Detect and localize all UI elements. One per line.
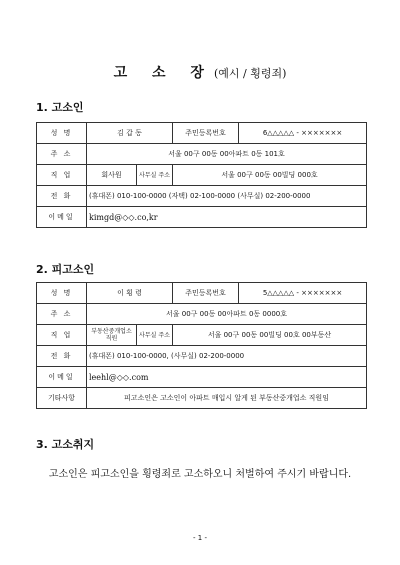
accused-office-address: 서울 00구 00동 00빌딩 00호 00부동산 — [173, 325, 367, 346]
table-row — [37, 207, 367, 228]
complainant-job: 회사원 — [87, 165, 137, 186]
label-email: 이메일 — [37, 207, 87, 228]
table-row — [37, 123, 367, 144]
label-address: 주 소 — [37, 144, 87, 165]
label-office-address: 사무실 주소 — [137, 165, 173, 186]
complainant-email: kimgd@◇◇.co,kr — [87, 207, 367, 228]
accused-rrn: 5△△△△△ - ××××××× — [239, 283, 367, 304]
table-row — [37, 325, 367, 346]
label-name: 성 명 — [37, 283, 87, 304]
table-row — [37, 388, 367, 409]
accused-address: 서울 00구 00동 00아파트 0동 0000호 — [87, 304, 367, 325]
accused-etc: 피고소인은 고소인이 아파트 매입시 알게 된 부동산중개업소 직원임 — [87, 388, 367, 409]
label-phone: 전 화 — [37, 186, 87, 207]
label-rrn: 주민등록번호 — [173, 283, 239, 304]
section-heading-purpose: 3. 고소취지 — [36, 438, 95, 451]
label-address: 주 소 — [37, 304, 87, 325]
label-office-address: 사무실 주소 — [137, 325, 173, 346]
table-row — [37, 304, 367, 325]
label-email: 이메일 — [37, 367, 87, 388]
label-phone: 전 화 — [37, 346, 87, 367]
section-heading-complainant: 1. 고소인 — [36, 101, 84, 114]
accused-email: leehl@◇◇.com — [87, 367, 367, 388]
label-job: 직 업 — [37, 325, 87, 346]
complainant-address: 서울 00구 00동 00아파트 0동 101호 — [87, 144, 367, 165]
page-number: - 1 - — [193, 534, 207, 542]
document-subtitle: (예시 / 횡령죄) — [213, 67, 287, 80]
table-row — [37, 283, 367, 304]
table-row — [37, 186, 367, 207]
label-name: 성 명 — [37, 123, 87, 144]
complaint-purpose-text: 고소인은 피고소인을 횡령죄로 고소하오니 처벌하여 주시기 바랍니다. — [48, 469, 352, 480]
table-row — [37, 144, 367, 165]
complainant-name: 김 갑 동 — [87, 123, 173, 144]
document-title: 고 소 장 — [113, 65, 214, 81]
complainant-phone: (휴대폰) 010-100-0000 (자택) 02-100-0000 (사무실) 02-200-0000 — [87, 186, 367, 207]
label-rrn: 주민등록번호 — [173, 123, 239, 144]
table-row — [37, 367, 367, 388]
label-job: 직 업 — [37, 165, 87, 186]
label-etc: 기타사항 — [37, 388, 87, 409]
accused-name: 이 횡 령 — [87, 283, 173, 304]
page-title — [0, 62, 400, 82]
complainant-rrn: 6△△△△△ - ××××××× — [239, 123, 367, 144]
table-row — [37, 346, 367, 367]
accused-table — [36, 282, 367, 409]
accused-phone: (휴대폰) 010-100-0000, (사무실) 02-200-0000 — [87, 346, 367, 367]
complainant-office-address: 서울 00구 00동 00빌딩 000호 — [173, 165, 367, 186]
section-heading-accused: 2. 피고소인 — [36, 263, 95, 276]
complainant-table — [36, 122, 367, 228]
accused-job: 부동산중개업소 직원 — [87, 325, 137, 346]
table-row — [37, 165, 367, 186]
